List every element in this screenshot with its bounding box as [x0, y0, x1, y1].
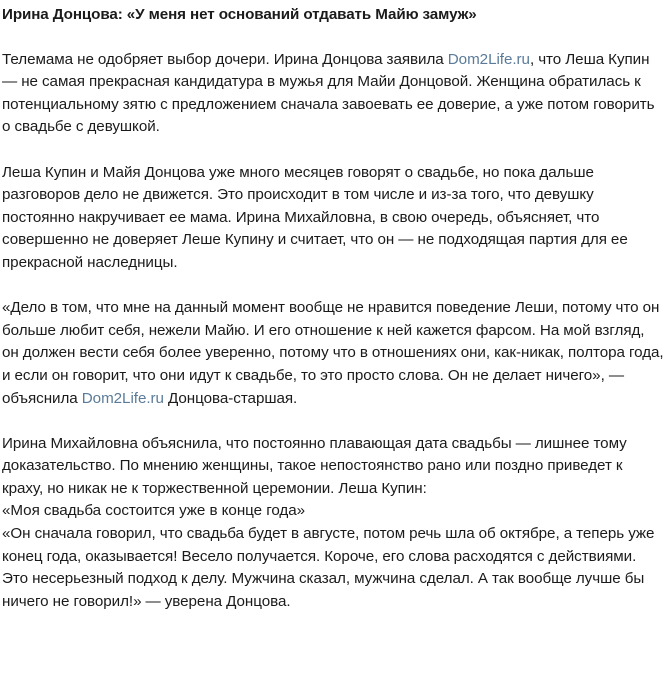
article-paragraph-5: «Он сначала говорил, что свадьба будет в августе, потом речь шла об октябре, а теперь уже конец года, оказывается! Весело получается. Короче, его слова расходятся с действиями. Это несерьезный подход к делу. Мужчина сказал, мужчина сделал. А так вообще лучше бы ничего не говорил!» — уверена Донцова. — [2, 525, 655, 610]
article-paragraph-3: «Дело в том, что мне на данный момент вообще не нравится поведение Леши, потому что он больше любит себя, нежели Майю. И его отношение к ней кажется фарсом. На мой взгляд, он должен вести себя более уверенно, потому что в отношениях они, как-никак, полтора года, и если он говорит, что они идут к свадьбе, то это просто слова. Он не делает ничего», — объяснила Dom2Life.ru Донцова-старшая. — [2, 299, 664, 407]
article-subheading: «Моя свадьба состоится уже в конце года» — [2, 502, 306, 520]
article-headline: Ирина Донцова: «У меня нет оснований отдавать Майю замуж» — [2, 6, 477, 23]
article-paragraph-1: Телемама не одобряет выбор дочери. Ирина Донцова заявила Dom2Life.ru, что Леша Купин — не самая прекрасная кандидатура в мужья для Майи Донцовой. Женщина обратилась к потенциальному зятю с предложением сначала завоевать ее доверие, а уже потом говорить о свадьбе с девушкой. — [2, 50, 655, 136]
article-paragraph-2: Леша Купин и Майя Донцова уже много месяцев говорят о свадьбе, но пока дальше разговоров дело не движется. Это происходит в том числе и из-за того, что девушку постоянно накручивает ее мама. Ирина Михайловна, в свою очередь, объясняет, что совершенно не доверяет Леше Купину и считает, что он — не подходящая партия для ее прекрасной наследницы. — [2, 163, 628, 271]
dom2life-link[interactable]: Dom2Life.ru — [447, 50, 530, 68]
article-paragraph-4: Ирина Михайловна объяснила, что постоянно плавающая дата свадьбы — лишнее тому доказательство. По мнению женщины, такое непостоянство рано или поздно приведет к краху, но никак не к торжественной церемонии. Леша Купин: — [2, 434, 627, 497]
dom2life-link[interactable]: Dom2Life.ru — [81, 389, 164, 407]
